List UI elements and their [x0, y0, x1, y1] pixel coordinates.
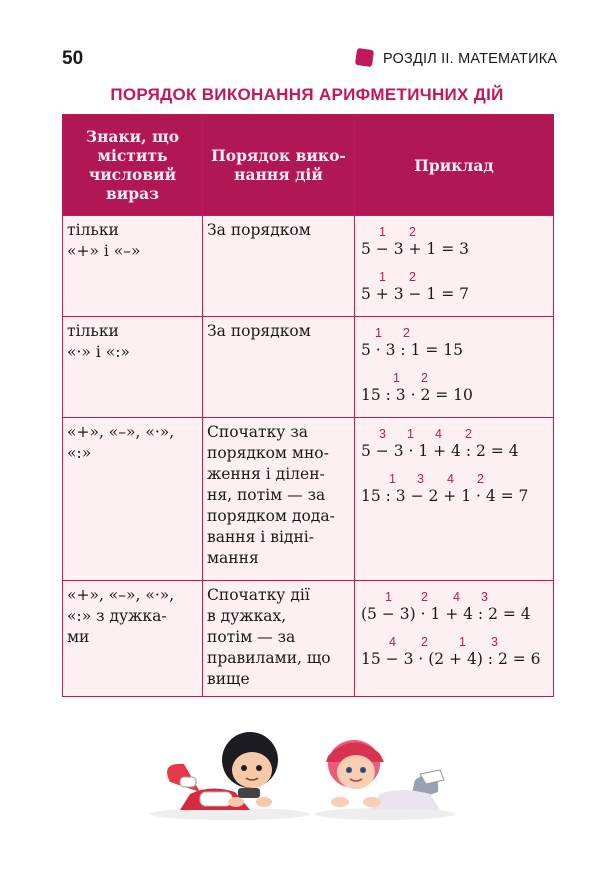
order-mark: 1 [379, 225, 386, 239]
children-lying-icon [140, 722, 460, 822]
order-mark: 1 [385, 590, 392, 604]
order-mark: 2 [403, 326, 410, 340]
order-mark: 4 [435, 427, 442, 441]
order-mark: 2 [465, 427, 472, 441]
section-marker-icon [355, 48, 374, 67]
order-mark: 2 [421, 371, 428, 385]
order-marks [359, 321, 549, 339]
order-cell: Спочатку дії в дужках, потім — за правилами, що вище [203, 581, 355, 697]
order-mark: 2 [409, 270, 416, 284]
order-mark: 4 [447, 472, 454, 486]
order-mark: 1 [379, 270, 386, 284]
order-cell: За порядком [203, 216, 355, 317]
order-marks [359, 265, 549, 283]
order-mark: 3 [491, 635, 498, 649]
header-example: Приклад [355, 115, 554, 216]
order-cell: Спочатку за порядком мно- ження і ділен- ня, потім — за порядком дода- вання і відні- мання [203, 418, 355, 581]
order-marks [359, 630, 549, 648]
order-marks [359, 467, 549, 485]
order-mark: 3 [481, 590, 488, 604]
expression: 5 − 3 · 1 + 4 : 2 = 4 [361, 442, 519, 460]
order-marks [359, 422, 549, 440]
page-title: ПОРЯДОК ВИКОНАННЯ АРИФМЕТИЧНИХ ДІЙ [110, 85, 504, 104]
expression: 5 − 3 + 1 = 3 [361, 240, 469, 258]
expression: 5 + 3 − 1 = 7 [361, 285, 469, 303]
section-label: РОЗДІЛ ІІ. МАТЕМАТИКА [383, 51, 558, 67]
expression: (5 − 3) · 1 + 4 : 2 = 4 [361, 605, 531, 623]
example [359, 467, 549, 512]
example [359, 585, 549, 630]
order-mark: 2 [421, 590, 428, 604]
expression: 15 : 3 − 2 + 1 · 4 = 7 [361, 487, 529, 505]
expression: 5 · 3 : 1 = 15 [361, 341, 464, 359]
order-mark: 1 [407, 427, 414, 441]
order-marks [359, 585, 549, 603]
table-row [63, 317, 554, 418]
order-mark: 1 [375, 326, 382, 340]
order-mark: 1 [393, 371, 400, 385]
order-mark: 2 [421, 635, 428, 649]
page-number: 50 [62, 48, 84, 69]
order-mark: 3 [417, 472, 424, 486]
order-mark: 3 [379, 427, 386, 441]
signs-cell: «+», «–», «·», «:» [63, 418, 203, 581]
example-cell [355, 317, 554, 418]
table-row [63, 216, 554, 317]
order-mark: 2 [409, 225, 416, 239]
order-marks [359, 220, 549, 238]
expression: 15 : 3 · 2 = 10 [361, 386, 473, 404]
table-row [63, 418, 554, 581]
example-cell [355, 581, 554, 697]
signs-cell: тільки «+» і «–» [63, 216, 203, 317]
signs-cell: тільки «·» і «:» [63, 317, 203, 418]
table-header-row [63, 115, 554, 216]
table-row [63, 581, 554, 697]
order-mark: 1 [389, 472, 396, 486]
example-cell [355, 418, 554, 581]
order-mark: 2 [477, 472, 484, 486]
example [359, 220, 549, 265]
example [359, 265, 549, 310]
header-order: Порядок вико- нання дій [203, 115, 355, 216]
example [359, 630, 549, 675]
example [359, 422, 549, 467]
example [359, 366, 549, 411]
operations-order-table [62, 114, 554, 697]
expression: 15 − 3 · (2 + 4) : 2 = 6 [361, 650, 541, 668]
example [359, 321, 549, 366]
header-signs: Знаки, що містить числовий вираз [63, 115, 203, 216]
signs-cell: «+», «–», «·», «:» з дужка- ми [63, 581, 203, 697]
order-mark: 4 [453, 590, 460, 604]
example-cell [355, 216, 554, 317]
order-mark: 4 [389, 635, 396, 649]
order-marks [359, 366, 549, 384]
order-cell: За порядком [203, 317, 355, 418]
order-mark: 1 [459, 635, 466, 649]
